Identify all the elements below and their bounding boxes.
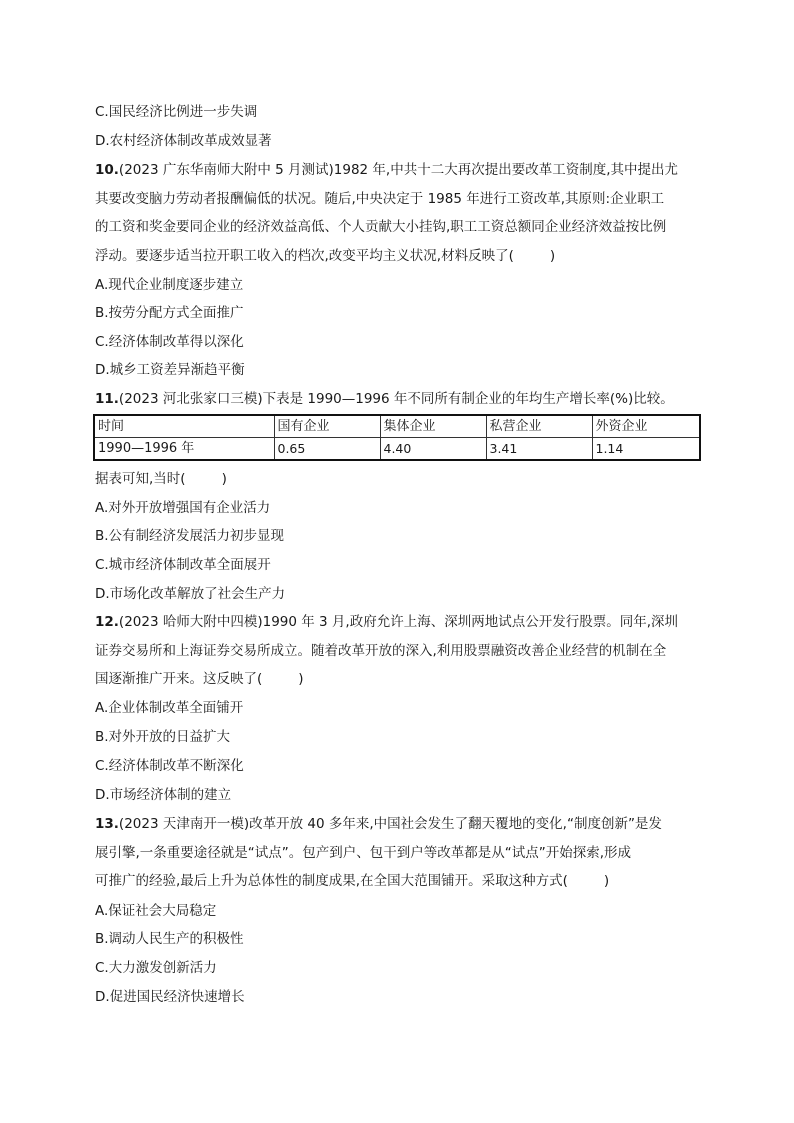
q10-option-b: B.按劳分配方式全面推广	[95, 305, 244, 321]
q13-paren-close: )	[603, 873, 610, 889]
table-row	[94, 438, 700, 461]
q13-option-a: A.保证社会大局稳定	[95, 903, 217, 919]
q10-stem-line4	[95, 246, 705, 266]
q12-paren-close: )	[298, 671, 304, 687]
table-header-cell: 集体企业	[380, 415, 486, 438]
q10-stem-text4: 浮动。要逐步适当拉开职工收入的档次,改变平均主义状况,材料反映了(	[95, 248, 514, 264]
q13-stem-line1	[95, 814, 705, 834]
q13-stem-line2: 展引擎,一条重要途径就是“试点”。包产到户、包干到户等改革都是从“试点”开始探索,形成	[95, 845, 632, 861]
q13-stem-text1: (2023 天津南开一模)改革开放 40 多年来,中国社会发生了翻天覆地的变化,“制度创新”是发	[118, 816, 662, 832]
table-header-cell: 时间	[94, 415, 274, 438]
q10-stem-text1: (2023 广东华南师大附中 5 月测试)1982 年,中共十二大再次提出要改革工资制度,其中提出尤	[118, 162, 679, 178]
q12-stem-text3: 国逐渐推广开来。这反映了(	[95, 671, 263, 687]
q11-paren-close: )	[221, 471, 227, 487]
q13-option-b: B.调动人民生产的积极性	[95, 931, 244, 947]
q9-option-d: D.农村经济体制改革成效显著	[95, 133, 272, 149]
table-cell: 1.14	[592, 438, 700, 461]
table-header-row	[94, 415, 700, 438]
table-header-cell: 国有企业	[274, 415, 380, 438]
q10-stem-line2: 其要改变脑力劳动者报酬偏低的状况。随后,中央决定于 1985 年进行工资改革,其原则:企业职工	[95, 191, 665, 207]
q12-stem-line2: 证券交易所和上海证券交易所成立。随着改革开放的深入,利用股票融资改善企业经营的机制在全	[95, 643, 667, 659]
q10-paren-close: )	[549, 248, 556, 264]
q11-option-d: D.市场化改革解放了社会生产力	[95, 586, 286, 602]
table-header-cell: 私营企业	[486, 415, 592, 438]
q13-number: 13.	[95, 816, 119, 832]
q11-stem-text: (2023 河北张家口三模)下表是 1990—1996 年不同所有制企业的年均生产增长率(%)比较。	[118, 391, 674, 407]
q12-stem-text1: (2023 哈师大附中四模)1990 年 3 月,政府允许上海、深圳两地试点公开发行股票。同年,深圳	[118, 614, 679, 630]
q13-stem-line3	[95, 871, 705, 891]
q10-option-c: C.经济体制改革得以深化	[95, 334, 244, 350]
q10-option-a: A.现代企业制度逐步建立	[95, 277, 244, 293]
q11-option-a: A.对外开放增强国有企业活力	[95, 500, 271, 516]
q11-number: 11.	[95, 391, 119, 407]
q10-number: 10.	[95, 162, 119, 178]
q11-stem	[95, 389, 705, 409]
q9-option-c: C.国民经济比例进一步失调	[95, 104, 258, 120]
q10-stem-line3: 的工资和奖金要同企业的经济效益高低、个人贡献大小挂钩,职工工资总额同企业经济效益按比例	[95, 219, 667, 235]
table-cell: 3.41	[486, 438, 592, 461]
table-header-cell: 外资企业	[592, 415, 700, 438]
q12-number: 12.	[95, 614, 119, 630]
q11-question-text: 据表可知,当时(	[95, 471, 186, 487]
q10-option-d: D.城乡工资差异渐趋平衡	[95, 362, 245, 378]
q12-option-b: B.对外开放的日益扩大	[95, 729, 231, 745]
q11-option-b: B.公有制经济发展活力初步显现	[95, 528, 285, 544]
q12-stem-line1	[95, 612, 705, 632]
growth-rate-table	[93, 414, 701, 461]
q13-option-c: C.大力激发创新活力	[95, 960, 217, 976]
q11-option-c: C.城市经济体制改革全面展开	[95, 557, 271, 573]
table-cell: 4.40	[380, 438, 486, 461]
q13-option-d: D.促进国民经济快速增长	[95, 989, 245, 1005]
q12-option-a: A.企业体制改革全面铺开	[95, 700, 244, 716]
table-cell: 0.65	[274, 438, 380, 461]
q12-stem-line3	[95, 669, 705, 689]
q12-option-c: C.经济体制改革不断深化	[95, 758, 244, 774]
table-cell: 1990—1996 年	[94, 438, 274, 461]
q11-question	[95, 469, 705, 489]
q10-stem-line1	[95, 160, 705, 180]
q12-option-d: D.市场经济体制的建立	[95, 787, 232, 803]
q13-stem-text3: 可推广的经验,最后上升为总体性的制度成果,在全国大范围铺开。采取这种方式(	[95, 873, 568, 889]
